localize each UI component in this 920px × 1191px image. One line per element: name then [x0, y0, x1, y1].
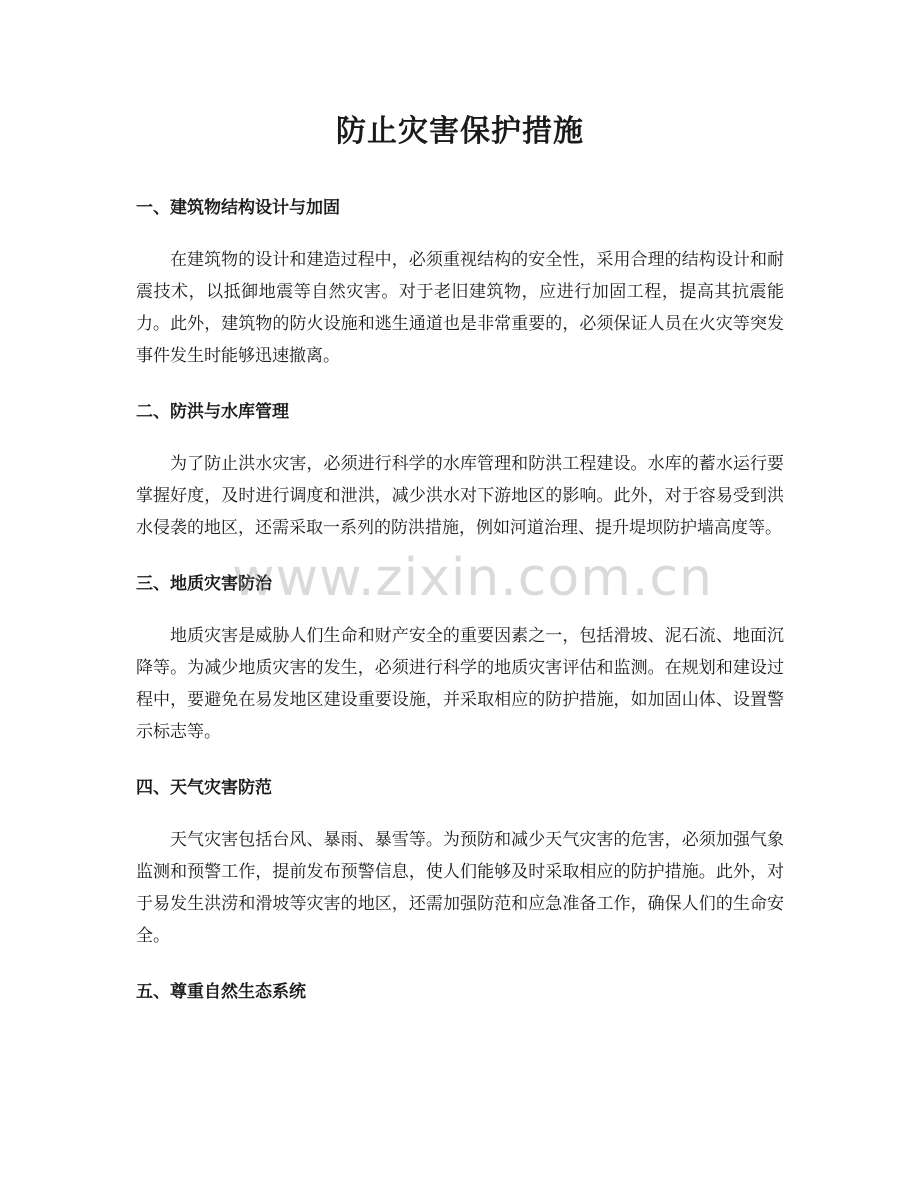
section-paragraph: 在建筑物的设计和建造过程中，必须重视结构的安全性，采用合理的结构设计和耐震技术，以抵御地震等自然灾害。对于老旧建筑物，应进行加固工程，提高其抗震能力。此外，建筑物的防火设施和逃生通道也是非常重要的，必须保证人员在火灾等突发事件发生时能够迅速撤离。	[136, 250, 784, 366]
section-building-structure	[136, 194, 784, 372]
section-heading: 四、天气灾害防范	[136, 778, 272, 798]
section-weather-hazard	[136, 774, 784, 952]
section-paragraph: 地质灾害是威胁人们生命和财产安全的重要因素之一，包括滑坡、泥石流、地面沉降等。为减少地质灾害的发生，必须进行科学的地质灾害评估和监测。在规划和建设过程中，要避免在易发地区建设重要设施，并采取相应的防护措施，如加固山体、设置警示标志等。	[136, 626, 784, 742]
document-title: 防止灾害保护措施	[336, 114, 584, 149]
section-heading: 一、建筑物结构设计与加固	[136, 198, 340, 218]
section-ecosystem	[136, 978, 784, 1006]
section-paragraph: 天气灾害包括台风、暴雨、暴雪等。为预防和减少天气灾害的危害，必须加强气象监测和预警工作，提前发布预警信息，使人们能够及时采取相应的防护措施。此外，对于易发生洪涝和滑坡等灾害的地区，还需加强防范和应急准备工作，确保人们的生命安全。	[136, 830, 784, 946]
watermark-text: www.zixin.com.cn	[232, 548, 713, 608]
section-heading: 三、地质灾害防治	[136, 574, 272, 594]
section-geological-hazard	[136, 570, 784, 748]
section-heading: 五、尊重自然生态系统	[136, 982, 306, 1002]
section-heading: 二、防洪与水库管理	[136, 402, 289, 422]
section-paragraph: 为了防止洪水灾害，必须进行科学的水库管理和防洪工程建设。水库的蓄水运行要掌握好度，及时进行调度和泄洪，减少洪水对下游地区的影响。此外，对于容易受到洪水侵袭的地区，还需采取一系列的防洪措施，例如河道治理、提升堤坝防护墙高度等。	[136, 454, 784, 538]
section-flood-control	[136, 398, 784, 544]
